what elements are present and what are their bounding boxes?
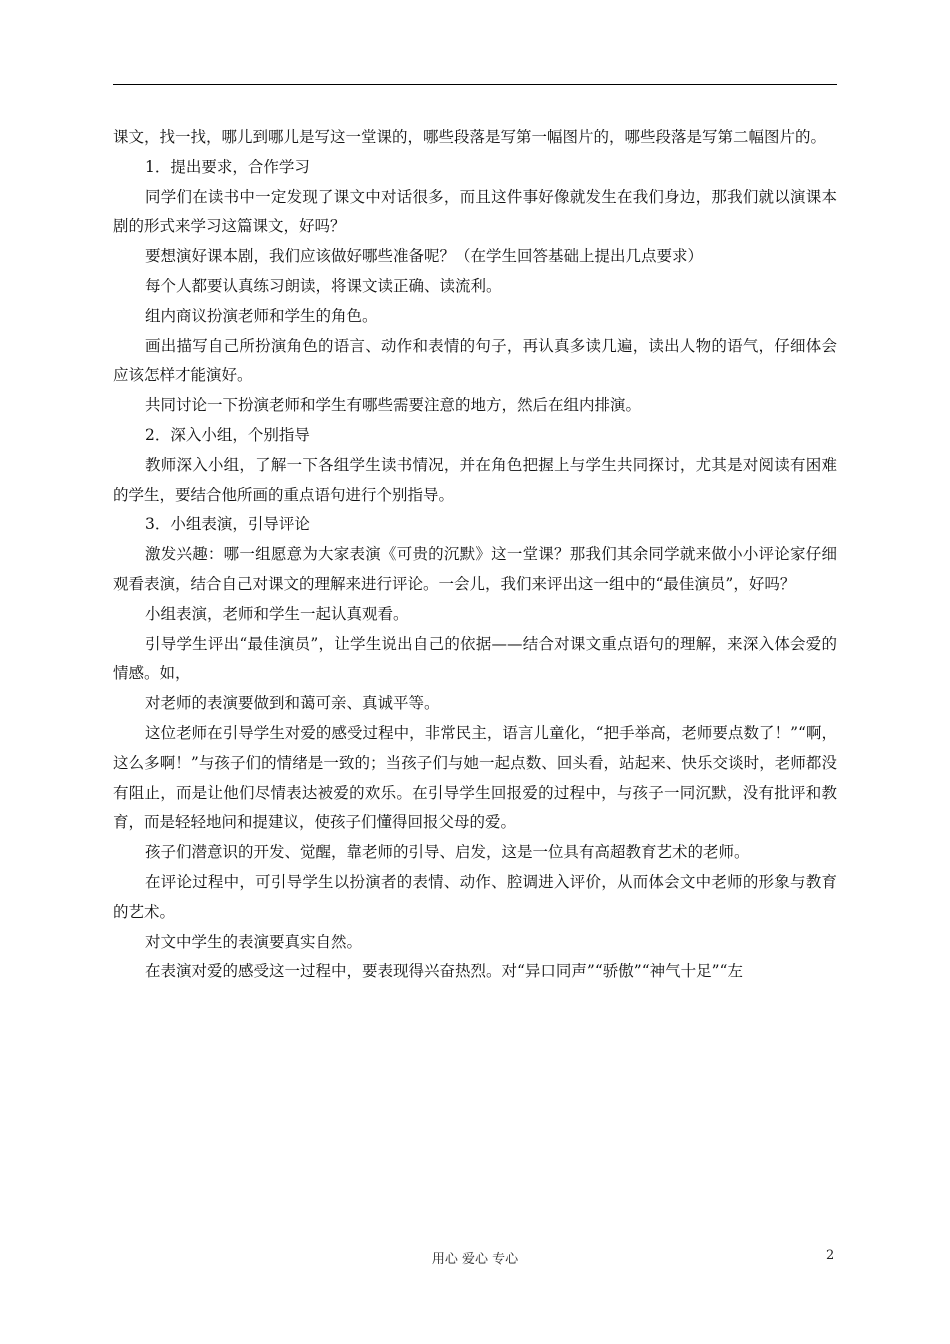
paragraph: 组内商议扮演老师和学生的角色。 [145,306,378,325]
paragraph: 教师深入小组，了解一下各组学生读书情况，并在角色把握上与学生共同探讨，尤其是对阅读有困难的学生，要结合他所画的重点语句进行个别指导。 [113,455,837,504]
paragraph: 激发兴趣：哪一组愿意为大家表演《可贵的沉默》这一堂课？那我们其余同学就来做小小评论家仔细观看表演，结合自己对课文的理解来进行评论。一会儿，我们来评出这一组中的“最佳演员”，好吗？ [113,545,837,593]
paragraph: 画出描写自己所扮演角色的语言、动作和表情的句子，再认真多读几遍，读出人物的语气，仔细体会应该怎样才能演好。 [113,336,837,385]
paragraph: 这位老师在引导学生对爱的感受过程中，非常民主，语言儿童化，“把手举高，老师要点数了！”“啊，这么多啊！”与孩子们的情绪是一致的；当孩子们与她一起点数、回头看，站起来、快乐交谈时，老师都没有阻止，而是让他们尽情表达被爱的欢乐。在引导学生回报爱的过程中，与孩子一同沉默，没有批评和教育，而是轻轻地问和提建议，使孩子们懂得回报父母的爱。 [113,723,837,832]
paragraph: 3．小组表演，引导评论 [145,515,310,534]
header-rule [113,84,837,85]
paragraph: 共同讨论一下扮演老师和学生有哪些需要注意的地方，然后在组内排演。 [145,396,642,415]
paragraph: 同学们在读书中一定发现了课文中对话很多，而且这件事好像就发生在我们身边，那我们就以演课本剧的形式来学习这篇课文，好吗？ [113,187,837,236]
footer-slogan: 用心 爱心 专心 [431,1252,519,1267]
page-number: 2 [826,1248,835,1263]
paragraph: 课文，找一找，哪儿到哪儿是写这一堂课的，哪些段落是写第一幅图片的，哪些段落是写第二幅图片的。 [113,128,827,146]
paragraph: 在表演对爱的感受这一过程中，要表现得兴奋热烈。对“异口同声”“骄傲”“神气十足”“左 [145,962,743,981]
document-body [113,123,837,987]
paragraph: 孩子们潜意识的开发、觉醒，靠老师的引导、启发，这是一位具有高超教育艺术的老师。 [145,843,750,862]
paragraph: 每个人都要认真练习朗读，将课文读正确、读流利。 [145,276,502,295]
paragraph: 2．深入小组，个别指导 [145,425,310,444]
paragraph: 对老师的表演要做到和蔼可亲、真诚平等。 [145,694,440,713]
paragraph: 在评论过程中，可引导学生以扮演者的表情、动作、腔调进入评价，从而体会文中老师的形象与教育的艺术。 [113,872,837,921]
paragraph: 1．提出要求，合作学习 [145,157,310,176]
paragraph: 引导学生评出“最佳演员”，让学生说出自己的依据——结合对课文重点语句的理解，来深入体会爱的情感。如， [113,634,837,683]
paragraph: 要想演好课本剧，我们应该做好哪些准备呢？（在学生回答基础上提出几点要求） [145,247,704,266]
paragraph: 对文中学生的表演要真实自然。 [145,932,363,951]
paragraph: 小组表演，老师和学生一起认真观看。 [145,604,409,623]
